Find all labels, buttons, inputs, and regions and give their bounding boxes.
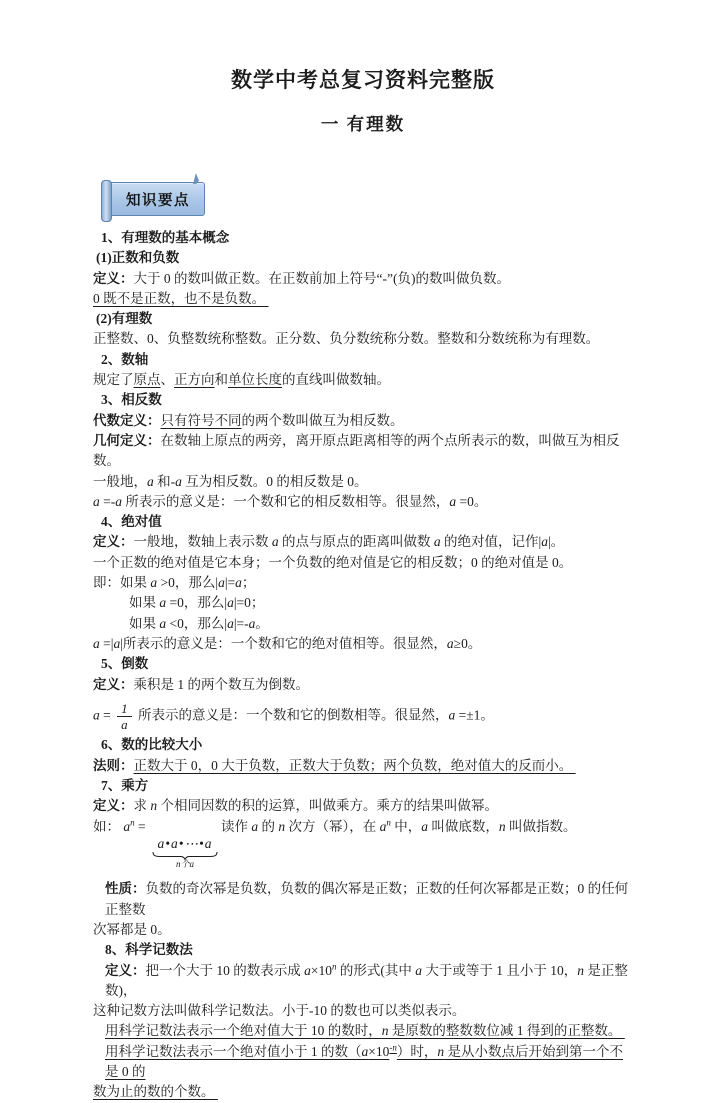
text-segment: 一般地，	[93, 473, 147, 489]
doc-line	[93, 411, 633, 431]
fraction	[117, 702, 132, 733]
text-segment: a	[271, 534, 279, 550]
text-segment: 的	[258, 818, 279, 834]
doc-line	[93, 573, 633, 593]
text-segment: ≥0。	[453, 635, 482, 651]
text-segment: a	[159, 595, 167, 611]
text-segment: 这种记数方法叫做科学记数法。小于-10 的数也可以类似表示。	[93, 1003, 466, 1019]
text-segment: 如果	[129, 595, 160, 611]
doc-line	[93, 1082, 633, 1102]
text-segment: 几何定义：	[93, 432, 161, 448]
doc-line	[93, 289, 633, 309]
text-segment: 的两个数叫做互为相反数。	[241, 412, 404, 428]
text-segment: (2)有理数	[96, 311, 153, 327]
text-segment: n	[130, 817, 135, 828]
underbrace-expression	[152, 837, 218, 871]
doc-line	[93, 269, 633, 289]
text-segment: 只有符号不同	[160, 412, 242, 428]
doc-line	[93, 614, 633, 634]
doc-line	[93, 512, 633, 532]
text-segment: 把一个大于 10 的数表示成	[145, 962, 305, 978]
text-segment: 4、绝对值	[101, 514, 162, 530]
text-segment: 定义：	[93, 798, 134, 814]
text-segment: 次方（幂），在	[285, 818, 380, 834]
text-segment: 一般地，数轴上表示数	[133, 534, 272, 550]
text-segment: 规定了	[93, 372, 134, 388]
doc-line	[93, 961, 633, 1002]
text-segment: 原点	[133, 372, 161, 388]
text-segment: a	[235, 575, 242, 591]
text-segment: 和	[214, 372, 228, 388]
text-segment: n个a	[175, 859, 194, 870]
text-segment: a	[117, 716, 132, 732]
text-segment: 所表示的意义是：一个数和它的倒数相等。很显然，	[134, 707, 449, 723]
badge-label: 知识要点	[126, 192, 190, 209]
text-segment: 大于 0 的数叫做正数。在正数前加上符号“-”(负)的数叫做负数。	[133, 270, 510, 286]
text-segment: =0，那么|	[166, 595, 228, 611]
text-segment: 在数轴上原点的两旁，离开原点距离相等的两个点所表示的数，叫做互为相反数。	[93, 432, 620, 469]
text-segment: 次幂都是 0。	[93, 921, 171, 937]
text-segment: a	[159, 615, 167, 631]
text-segment: 如：	[93, 818, 124, 834]
doc-line	[93, 735, 633, 755]
doc-line	[93, 700, 633, 733]
text-segment: n	[332, 961, 337, 972]
text-segment: 即：如果	[93, 575, 151, 591]
text-segment: 定义：	[93, 676, 134, 692]
text-segment: 2、数轴	[101, 351, 149, 367]
knowledge-points-badge	[101, 180, 205, 216]
text-segment: a	[115, 493, 122, 509]
text-segment: ×10	[368, 1043, 390, 1059]
doc-line	[93, 879, 633, 920]
text-segment: <0，那么|	[166, 615, 228, 631]
text-segment: 定义：	[105, 962, 146, 978]
doc-line	[93, 228, 633, 248]
text-segment: 。	[255, 615, 269, 631]
doc-line	[93, 553, 633, 573]
text-segment: a	[227, 615, 234, 631]
text-segment: 性质：	[105, 881, 146, 897]
text-segment: 一个正数的绝对值是它本身；一个负数的绝对值是它的相反数；0 的绝对值是 0。	[93, 554, 573, 570]
text-segment: n	[437, 1043, 445, 1059]
page-title: 数学中考总复习资料完整版	[231, 68, 495, 92]
text-segment: ×10	[310, 962, 332, 978]
doc-line	[93, 492, 633, 512]
doc-line	[93, 431, 633, 472]
text-segment: n	[381, 1023, 389, 1039]
text-segment: 求	[133, 798, 151, 814]
text-segment: 个相同因数的积的运算，叫做乘方。乘方的结果叫做幂。	[157, 798, 498, 814]
scroll-left-roll-icon	[101, 180, 112, 222]
text-segment: |=-	[233, 615, 249, 631]
text-segment: a	[175, 473, 182, 489]
text-segment: 5、倒数	[101, 656, 149, 672]
text-segment: 的点与原点的距离叫做数	[278, 534, 434, 550]
text-segment: a	[304, 962, 311, 978]
text-segment: 和-	[153, 473, 176, 489]
section-title: 一 有理数	[320, 114, 406, 134]
scroll-shape	[107, 182, 205, 216]
text-segment: 0 既不是正数，也不是负数。	[93, 290, 269, 306]
text-segment: 中，	[390, 818, 422, 834]
text-segment: 1、有理数的基本概念	[101, 230, 230, 245]
text-segment: 6、数的比较大小	[101, 737, 203, 753]
text-segment: a	[113, 635, 121, 651]
doc-line	[93, 329, 633, 349]
doc-line	[93, 1042, 633, 1083]
doc-line	[93, 796, 633, 816]
text-segment: a	[93, 635, 100, 651]
text-segment: >0，那么|	[157, 575, 219, 591]
text-segment: 正整数、0、负整数统称整数。正分数、负分数统称分数。整数和分数统称为有理数。	[93, 331, 600, 347]
doc-line	[93, 654, 633, 674]
text-segment: (1)正数和负数	[96, 250, 180, 266]
doc-line	[93, 472, 633, 492]
text-segment: a	[150, 575, 158, 591]
text-segment: 定义：	[93, 270, 134, 286]
text-segment: 叫做指数。	[505, 818, 577, 834]
text-segment: 用科学记数法表示一个绝对值小于 1 的数（	[105, 1043, 362, 1059]
text-segment: a	[93, 707, 100, 723]
text-segment: 的绝对值，记作|	[440, 534, 542, 550]
text-segment: a	[361, 1043, 369, 1059]
text-segment: |=	[224, 575, 236, 591]
doc-line	[93, 675, 633, 695]
doc-line	[93, 248, 633, 268]
text-segment: 单位长度	[228, 372, 282, 388]
text-segment: =	[134, 818, 149, 834]
text-segment: a	[448, 707, 456, 723]
text-segment: a	[93, 493, 100, 509]
text-segment: 、	[160, 372, 174, 388]
text-segment: 是正整数)，	[105, 962, 628, 998]
text-segment: 所表示的意义是：一个数和它的相反数相等。很显然，	[121, 493, 450, 509]
text-segment: -n	[389, 1042, 397, 1053]
text-segment: 1	[121, 700, 128, 716]
text-segment: 正方向	[174, 372, 215, 388]
text-segment: n	[386, 817, 391, 828]
text-segment: |所表示的意义是：一个数和它的绝对值相等。很显然，	[120, 635, 447, 651]
text-segment: 法则：	[93, 757, 134, 773]
document-body	[93, 228, 633, 1103]
text-segment: a	[446, 635, 454, 651]
doc-line	[93, 920, 633, 940]
text-segment: 大于或等于 1 且小于 10，	[422, 962, 578, 978]
text-segment: a	[248, 615, 256, 631]
text-segment: =-	[99, 493, 116, 509]
text-segment: a	[379, 818, 387, 834]
doc-line	[93, 532, 633, 552]
text-segment: =±1。	[455, 707, 494, 723]
text-segment: a	[251, 818, 259, 834]
doc-line	[93, 776, 633, 796]
text-segment: a	[433, 534, 441, 550]
doc-line	[93, 1001, 633, 1021]
doc-line	[93, 756, 633, 776]
text-segment: |=0；	[233, 595, 265, 611]
text-segment: 7、乘方	[101, 778, 149, 794]
doc-line	[93, 593, 633, 613]
text-segment: ）时，	[396, 1043, 438, 1059]
doc-line	[93, 940, 633, 960]
text-segment: 3、相反数	[101, 392, 162, 408]
text-segment: 负数的奇次幂是负数，负数的偶次幂是正数；正数的任何次幂都是正数；0 的任何正整数	[105, 881, 629, 917]
text-segment: 互为相反数。0 的相反数是 0。	[181, 473, 368, 489]
text-segment: a	[421, 818, 428, 834]
text-segment: 数为止的数的个数。	[93, 1084, 218, 1100]
doc-line	[93, 1021, 633, 1041]
text-segment: 正数大于 0，0 大于负数，正数大于负数；两个负数，绝对值大的反而小。	[133, 757, 576, 773]
text-segment: =|	[99, 635, 114, 651]
text-segment: |。	[547, 534, 565, 550]
text-segment: 的形式(其中	[336, 962, 416, 978]
doc-line	[93, 390, 633, 410]
text-segment: 读作	[221, 818, 252, 834]
text-segment: 的直线叫做数轴。	[282, 372, 390, 388]
text-segment: 定义：	[93, 534, 134, 550]
text-segment: n	[498, 818, 506, 834]
text-segment: a	[541, 534, 548, 550]
text-segment: n	[577, 962, 584, 978]
text-segment: a	[123, 818, 131, 834]
doc-line	[93, 634, 633, 654]
text-segment: a	[147, 473, 154, 489]
text-segment: 叫做底数，	[428, 818, 499, 834]
doc-line	[93, 370, 633, 390]
doc-line	[93, 817, 633, 871]
text-segment: n	[278, 818, 286, 834]
text-segment: =0。	[456, 493, 488, 509]
text-segment: 代数定义：	[93, 412, 161, 428]
text-segment: 如果	[129, 615, 160, 631]
doc-line	[93, 309, 633, 329]
doc-line	[93, 350, 633, 370]
text-segment: a•a•⋯•a	[157, 835, 213, 851]
text-segment: a	[415, 962, 422, 978]
text-segment: 是原数的整数数位减 1 得到的正整数。	[388, 1023, 625, 1039]
text-segment: a	[227, 595, 234, 611]
text-segment: a	[449, 493, 457, 509]
text-segment: a	[218, 575, 225, 591]
text-segment: 乘积是 1 的两个数互为倒数。	[133, 676, 309, 692]
text-segment: 用科学记数法表示一个绝对值大于 10 的数时，	[105, 1023, 382, 1039]
text-segment: n	[150, 798, 158, 814]
text-segment: 8、科学记数法	[105, 942, 193, 958]
text-segment: 是从小数点后开始到第一个不是 0 的	[105, 1043, 623, 1080]
text-segment: =	[99, 707, 115, 723]
text-segment: ；	[241, 575, 256, 591]
